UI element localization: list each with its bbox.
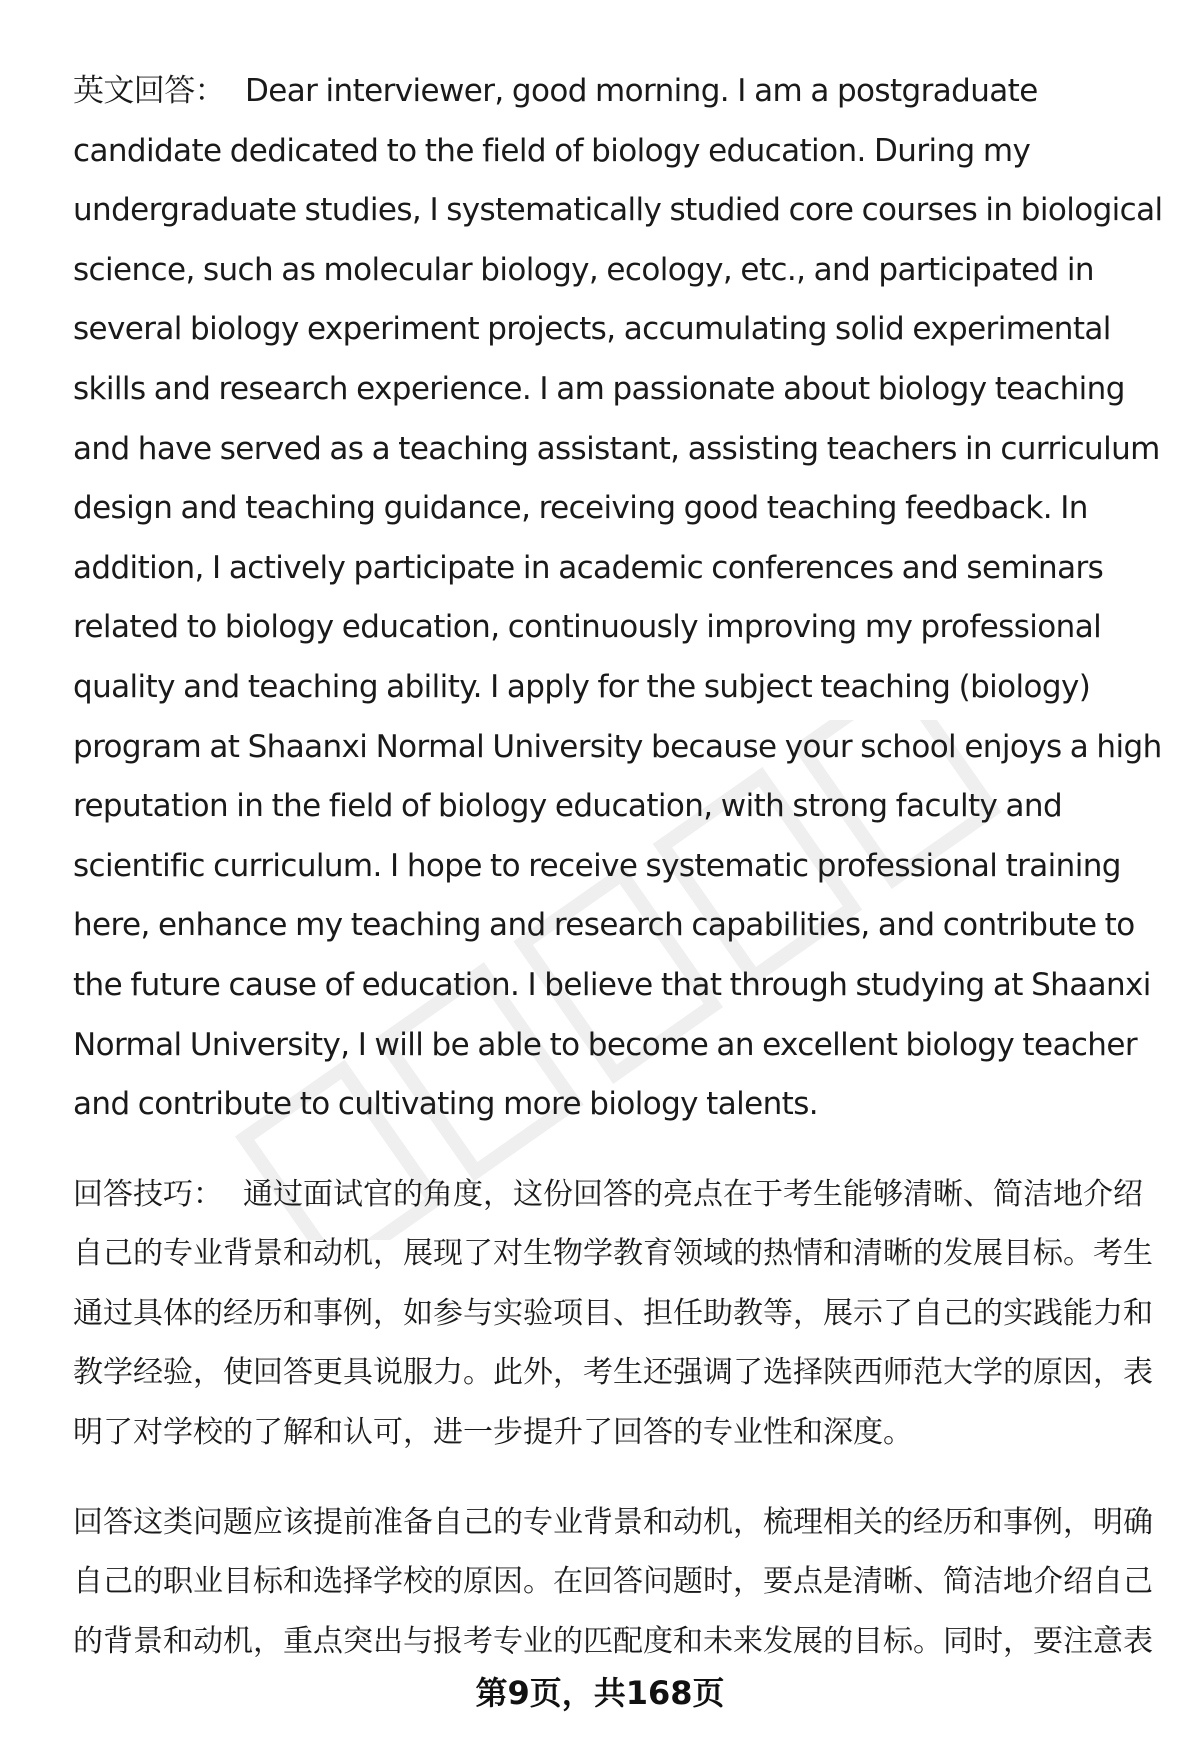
english-answer-paragraph	[73, 62, 1163, 1135]
document-page	[73, 62, 1163, 1671]
advice-paragraph	[73, 1493, 1163, 1672]
english-answer-label: 英文回答：	[73, 73, 225, 109]
english-answer-text: Dear interviewer, good morning. I am a postgraduate candidate dedicated to the field of biology education. During my undergraduate studies, I systematically studied core courses in biological science, such as molecular biology, ecology, etc., and participated in several biology experiment projects, accumulating solid experimental skills and research experience. I am passionate about biology teaching and have served as a teaching assistant, assisting teachers in curriculum design and teaching guidance, receiving good teaching feedback. In addition, I actively participate in academic conferences and seminars related to biology education, continuously improving my professional quality and teaching ability. I apply for the subject teaching (biology) program at Shaanxi Normal University because your school enjoys a high reputation in the field of biology education, with strong faculty and scientific curriculum. I hope to receive systematic professional training here, enhance my teaching and research capabilities, and contribute to the future cause of education. I believe that through studying at Shaanxi Normal University, I will be able to become an excellent biology teacher and contribute to cultivating more biology talents.	[73, 73, 1163, 1123]
answer-tips-label: 回答技巧：	[73, 1176, 223, 1212]
answer-tips-text: 通过面试官的角度，这份回答的亮点在于考生能够清晰、简洁地介绍自己的专业背景和动机，展现了对生物学教育领域的热情和清晰的发展目标。考生通过具体的经历和事例，如参与实验项目、担任助教等，展示了自己的实践能力和教学经验，使回答更具说服力。此外，考生还强调了选择陕西师范大学的原因，表明了对学校的了解和认可，进一步提升了回答的专业性和深度。	[73, 1176, 1153, 1451]
answer-tips-paragraph	[73, 1165, 1163, 1463]
advice-text: 回答这类问题应该提前准备自己的专业背景和动机，梳理相关的经历和事例，明确自己的职业目标和选择学校的原因。在回答问题时，要点是清晰、简洁地介绍自己的背景和动机，重点突出与报考专业的匹配度和未来发展的目标。同时，要注意表	[73, 1504, 1153, 1659]
page-number: 第9页，共168页	[475, 1674, 725, 1712]
